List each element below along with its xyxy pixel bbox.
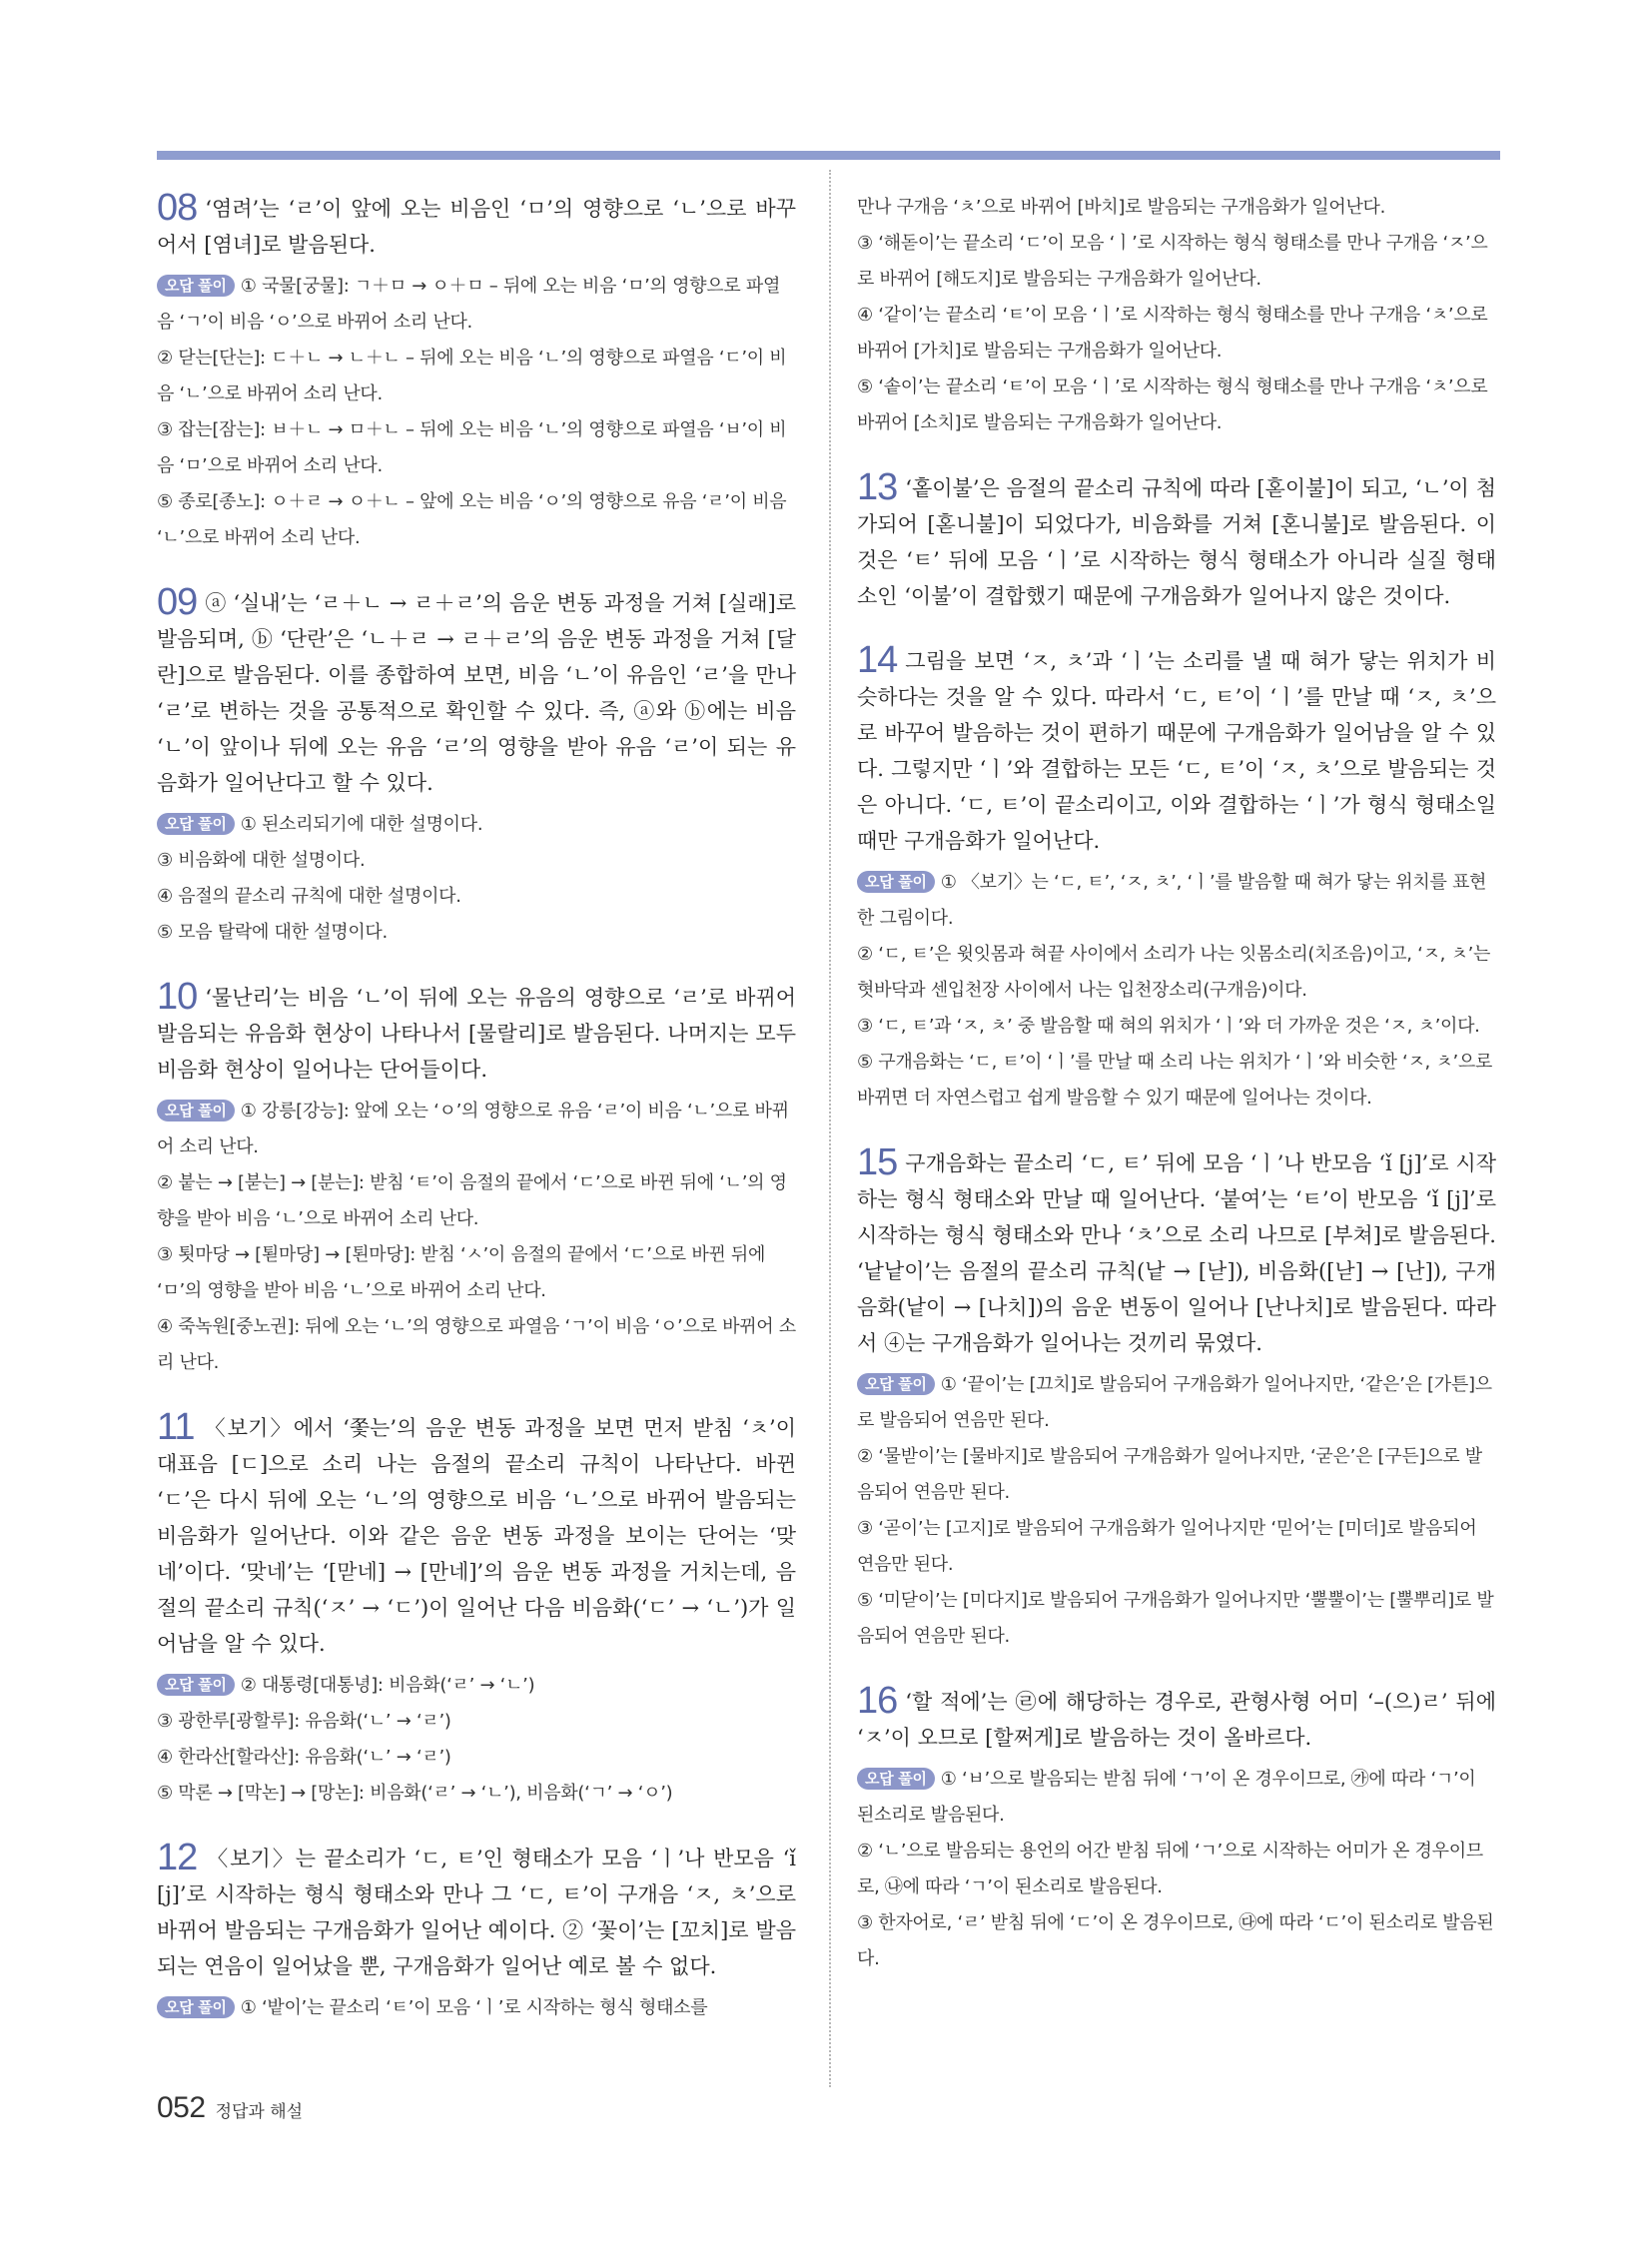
question-number: 09 <box>157 581 198 623</box>
right-column <box>857 190 1496 2005</box>
note-line: ⑤ 구개음화는 ‘ㄷ, ㅌ’이 ‘ㅣ’를 만날 때 소리 나는 위치가 ‘ㅣ’와 비슷한 ‘ㅈ, ㅊ’으로 바뀌면 더 자연스럽고 쉽게 발음할 수 있기 때문에 일어나는 것이다. <box>857 1052 1493 1109</box>
note-line: ⑤ 모음 탈락에 대한 설명이다. <box>157 922 388 943</box>
question-number: 16 <box>857 1680 898 1722</box>
note-line: ⑤ ‘솥이’는 끝소리 ‘ㅌ’이 모음 ‘ㅣ’로 시작하는 형식 형태소를 만나 구개음 ‘ㅊ’으로 바뀌어 [소치]로 발음되는 구개음화가 일어난다. <box>857 376 1488 433</box>
note-line: ③ ‘해돋이’는 끝소리 ‘ㄷ’이 모음 ‘ㅣ’로 시작하는 형식 형태소를 만나 구개음 ‘ㅈ’으로 바뀌어 [해도지]로 발음되는 구개음화가 일어난다. <box>857 233 1488 290</box>
note-line: ④ 한라산[할라산]: 유음화(‘ㄴ’ → ‘ㄹ’) <box>157 1747 451 1768</box>
page-number: 052 <box>157 2091 206 2124</box>
question-09 <box>157 581 796 951</box>
question-explanation: 그림을 보면 ‘ㅈ, ㅊ’과 ‘ㅣ’는 소리를 낼 때 혀가 닿는 위치가 비슷하다는 것을 알 수 있다. 따라서 ‘ㄷ, ㅌ’이 ‘ㅣ’를 만날 때 ‘ㅈ, ㅊ’으로 바꾸어 발음하는 것이 편하기 때문에 구개음화가 일어남을 알 수 있다. 그렇지만 ‘ㅣ’와 결합하는 모든 ‘ㄷ, ㅌ’이 ‘ㅈ, ㅊ’으로 발음되는 것은 아니다. ‘ㄷ, ㅌ’이 끝소리이고, 이와 결합하는 ‘ㅣ’가 형식 형태소일 때만 구개음화가 일어난다. <box>857 649 1496 853</box>
note-line: ② ‘물받이’는 [물바지]로 발음되어 구개음화가 일어나지만, ‘굳은’은 [구든]으로 발음되어 연음만 된다. <box>857 1446 1482 1503</box>
wrong-answer-badge: 오답 풀이 <box>857 1768 935 1790</box>
question-number: 14 <box>857 639 898 681</box>
wrong-answer-notes <box>157 1990 796 2026</box>
note-line: ③ ‘곧이’는 [고지]로 발음되어 구개음화가 일어나지만 ‘믿어’는 [미더]로 발음되어 연음만 된다. <box>857 1518 1477 1575</box>
wrong-answer-badge: 오답 풀이 <box>157 1674 235 1696</box>
question-number: 15 <box>857 1141 898 1183</box>
note-line: ③ ‘ㄷ, ㅌ’과 ‘ㅈ, ㅊ’ 중 발음할 때 혀의 위치가 ‘ㅣ’와 더 가까운 것은 ‘ㅈ, ㅊ’이다. <box>857 1016 1480 1037</box>
wrong-answer-notes <box>157 1094 796 1381</box>
left-column <box>157 187 796 2054</box>
question-explanation: ⓐ ‘실내’는 ‘ㄹ＋ㄴ → ㄹ＋ㄹ’의 음운 변동 과정을 거쳐 [실래]로 발음되며, ⓑ ‘단란’은 ‘ㄴ＋ㄹ → ㄹ＋ㄹ’의 음운 변동 과정을 거쳐 [달란]으로 발음된다. 이를 종합하여 보면, 비음 ‘ㄴ’이 유음인 ‘ㄹ’을 만나 ‘ㄹ’로 변하는 것을 공통적으로 확인할 수 있다. 즉, ⓐ와 ⓑ에는 비음 ‘ㄴ’이 앞이나 뒤에 오는 유음 ‘ㄹ’의 영향을 받아 유음 ‘ㄹ’이 되는 유음화가 일어난다고 할 수 있다. <box>157 591 796 795</box>
note-line: ① ‘밭이’는 끝소리 ‘ㅌ’이 모음 ‘ㅣ’로 시작하는 형식 형태소를 <box>240 1997 708 2018</box>
column-divider <box>829 170 831 2087</box>
note-line: ④ ‘같이’는 끝소리 ‘ㅌ’이 모음 ‘ㅣ’로 시작하는 형식 형태소를 만나 구개음 ‘ㅊ’으로 바뀌어 [가치]로 발음되는 구개음화가 일어난다. <box>857 305 1488 362</box>
question-explanation: ‘염려’는 ‘ㄹ’이 앞에 오는 비음인 ‘ㅁ’의 영향으로 ‘ㄴ’으로 바꾸어서 [염녀]로 발음된다. <box>157 197 796 257</box>
footer-section-label: 정답과 해설 <box>215 2102 304 2122</box>
question-10 <box>157 976 796 1381</box>
question-11 <box>157 1406 796 1812</box>
note-line: ⑤ 종로[종노]: ㅇ＋ㄹ → ㅇ＋ㄴ – 앞에 오는 비음 ‘ㅇ’의 영향으로 유음 ‘ㄹ’이 비음 ‘ㄴ’으로 바뀌어 소리 난다. <box>157 491 787 548</box>
note-line: ② 대통령[대통녕]: 비음화(‘ㄹ’ → ‘ㄴ’) <box>240 1675 535 1696</box>
note-line: ① 〈보기〉는 ‘ㄷ, ㅌ’, ‘ㅈ, ㅊ’, ‘ㅣ’를 발음할 때 혀가 닿는 위치를 표현한 그림이다. <box>857 872 1487 929</box>
question-explanation: 구개음화는 끝소리 ‘ㄷ, ㅌ’ 뒤에 모음 ‘ㅣ’나 반모음 ‘ǐ [j]’로 시작하는 형식 형태소와 만날 때 일어난다. ‘붙여’는 ‘ㅌ’이 반모음 ‘ǐ [j]’로 시작하는 형식 형태소와 만나 ‘ㅊ’으로 소리 나므로 [부쳐]로 발음된다. ‘낱낱이’는 음절의 끝소리 규칙(낱 → [낟]), 비음화([낟] → [난]), 구개음화(낱이 → [나치])의 음운 변동이 일어나 [난나치]로 발음된다. 따라서 ④는 구개음화가 일어나는 것끼리 묶였다. <box>857 1151 1496 1355</box>
page-footer <box>157 2091 303 2131</box>
question-number: 08 <box>157 187 198 229</box>
wrong-answer-badge: 오답 풀이 <box>157 275 235 297</box>
note-line: ② ‘ㄷ, ㅌ’은 윗잇몸과 혀끝 사이에서 소리가 나는 잇몸소리(치조음)이고, ‘ㅈ, ㅊ’는 혓바닥과 센입천장 사이에서 나는 입천장소리(구개음)이다. <box>857 944 1491 1001</box>
note-line: ③ 비음화에 대한 설명이다. <box>157 850 366 871</box>
note-line: ① ‘끝이’는 [끄치]로 발음되어 구개음화가 일어나지만, ‘같은’은 [가튼]으로 발음되어 연음만 된다. <box>857 1374 1492 1431</box>
wrong-answer-notes <box>857 190 1496 441</box>
question-number: 12 <box>157 1837 198 1878</box>
note-line: ① 강릉[강능]: 앞에 오는 ‘ㅇ’의 영향으로 유음 ‘ㄹ’이 비음 ‘ㄴ’으로 바뀌어 소리 난다. <box>157 1101 789 1157</box>
question-number: 11 <box>157 1406 195 1448</box>
question-13 <box>857 466 1496 614</box>
note-line: ③ 한자어로, ‘ㄹ’ 받침 뒤에 ‘ㄷ’이 온 경우이므로, ㉰에 따라 ‘ㄷ’이 된소리로 발음된다. <box>857 1912 1494 1969</box>
wrong-answer-notes <box>157 1668 796 1812</box>
note-line: ② 붙는 → [붇는] → [분는]: 받침 ‘ㅌ’이 음절의 끝에서 ‘ㄷ’으로 바뀐 뒤에 ‘ㄴ’의 영향을 받아 비음 ‘ㄴ’으로 바뀌어 소리 난다. <box>157 1172 787 1229</box>
question-16 <box>857 1680 1496 1977</box>
question-12-continued <box>857 190 1496 441</box>
wrong-answer-badge: 오답 풀이 <box>157 1996 235 2018</box>
wrong-answer-badge: 오답 풀이 <box>857 871 935 893</box>
note-line: ① 된소리되기에 대한 설명이다. <box>240 814 483 835</box>
wrong-answer-notes <box>857 865 1496 1117</box>
header-accent-bar <box>157 151 1500 160</box>
wrong-answer-badge: 오답 풀이 <box>857 1373 935 1395</box>
wrong-answer-notes <box>157 807 796 951</box>
note-line: ④ 음절의 끝소리 규칙에 대한 설명이다. <box>157 886 461 907</box>
note-line: ⑤ 막론 → [막논] → [망논]: 비음화(‘ㄹ’ → ‘ㄴ’), 비음화(‘ㄱ’ → ‘ㅇ’) <box>157 1783 673 1804</box>
wrong-answer-notes <box>857 1762 1496 1977</box>
question-explanation: ‘물난리’는 비음 ‘ㄴ’이 뒤에 오는 유음의 영향으로 ‘ㄹ’로 바뀌어 발음되는 유음화 현상이 나타나서 [물랄리]로 발음된다. 나머지는 모두 비음화 현상이 일어나는 단어들이다. <box>157 986 796 1082</box>
question-explanation: 〈보기〉에서 ‘쫓는’의 음운 변동 과정을 보면 먼저 받침 ‘ㅊ’이 대표음 [ㄷ]으로 소리 나는 음절의 끝소리 규칙이 나타난다. 바뀐 ‘ㄷ’은 다시 뒤에 오는 ‘ㄴ’의 영향으로 비음 ‘ㄴ’으로 바뀌어 발음되는 비음화가 일어난다. 이와 같은 음운 변동 과정을 보이는 단어는 ‘맞네’이다. ‘맞네’는 ‘[맏네] → [만네]’의 음운 변동 과정을 거치는데, 음절의 끝소리 규칙(‘ㅈ’ → ‘ㄷ’)이 일어난 다음 비음화(‘ㄷ’ → ‘ㄴ’)가 일어남을 알 수 있다. <box>157 1416 796 1656</box>
note-line: ① 국물[궁물]: ㄱ＋ㅁ → ㅇ＋ㅁ – 뒤에 오는 비음 ‘ㅁ’의 영향으로 파열음 ‘ㄱ’이 비음 ‘ㅇ’으로 바뀌어 소리 난다. <box>157 276 781 333</box>
note-line: ③ 잡는[잠는]: ㅂ＋ㄴ → ㅁ＋ㄴ – 뒤에 오는 비음 ‘ㄴ’의 영향으로 파열음 ‘ㅂ’이 비음 ‘ㅁ’으로 바뀌어 소리 난다. <box>157 419 787 476</box>
note-line: 만나 구개음 ‘ㅊ’으로 바뀌어 [바치]로 발음되는 구개음화가 일어난다. <box>857 197 1386 218</box>
question-number: 10 <box>157 976 198 1018</box>
wrong-answer-badge: 오답 풀이 <box>157 813 235 835</box>
question-08 <box>157 187 796 556</box>
note-line: ② 닫는[단는]: ㄷ＋ㄴ → ㄴ＋ㄴ – 뒤에 오는 비음 ‘ㄴ’의 영향으로 파열음 ‘ㄷ’이 비음 ‘ㄴ’으로 바뀌어 소리 난다. <box>157 348 787 404</box>
question-15 <box>857 1141 1496 1655</box>
note-line: ③ 툇마당 → [퇻마당] → [퇸마당]: 받침 ‘ㅅ’이 음절의 끝에서 ‘ㄷ’으로 바뀐 뒤에 ‘ㅁ’의 영향을 받아 비음 ‘ㄴ’으로 바뀌어 소리 난다. <box>157 1244 766 1301</box>
note-line: ② ‘ㄴ’으로 발음되는 용언의 어간 받침 뒤에 ‘ㄱ’으로 시작하는 어미가 온 경우이므로, ㉯에 따라 ‘ㄱ’이 된소리로 발음된다. <box>857 1841 1483 1897</box>
note-line: ③ 광한루[광할루]: 유음화(‘ㄴ’ → ‘ㄹ’) <box>157 1711 451 1732</box>
question-14 <box>857 639 1496 1117</box>
question-number: 13 <box>857 466 898 508</box>
note-line: ④ 죽녹원[중노권]: 뒤에 오는 ‘ㄴ’의 영향으로 파열음 ‘ㄱ’이 비음 ‘ㅇ’으로 바뀌어 소리 난다. <box>157 1316 796 1373</box>
note-line: ① ‘ㅂ’으로 발음되는 받침 뒤에 ‘ㄱ’이 온 경우이므로, ㉮에 따라 ‘ㄱ’이 된소리로 발음된다. <box>857 1769 1476 1826</box>
question-explanation: ‘홑이불’은 음절의 끝소리 규칙에 따라 [혿이불]이 되고, ‘ㄴ’이 첨가되어 [혿니불]이 되었다가, 비음화를 거쳐 [혼니불]로 발음된다. 이것은 ‘ㅌ’ 뒤에 모음 ‘ㅣ’로 시작하는 형식 형태소가 아니라 실질 형태소인 ‘이불’이 결합했기 때문에 구개음화가 일어나지 않은 것이다. <box>857 476 1496 608</box>
question-explanation: ‘할 적에’는 ㉣에 해당하는 경우로, 관형사형 어미 ‘–(으)ㄹ’ 뒤에 ‘ㅈ’이 오므로 [할쩌게]로 발음하는 것이 올바르다. <box>857 1690 1496 1750</box>
question-explanation: 〈보기〉는 끝소리가 ‘ㄷ, ㅌ’인 형태소가 모음 ‘ㅣ’나 반모음 ‘ǐ [j]’로 시작하는 형식 형태소와 만나 그 ‘ㄷ, ㅌ’이 구개음 ‘ㅈ, ㅊ’으로 바뀌어 발음되는 구개음화가 일어난 예이다. ② ‘꽃이’는 [꼬치]로 발음되는 연음이 일어났을 뿐, 구개음화가 일어난 예로 볼 수 없다. <box>157 1847 796 1978</box>
wrong-answer-notes <box>157 269 796 556</box>
question-12 <box>157 1837 796 2026</box>
wrong-answer-badge: 오답 풀이 <box>157 1100 235 1121</box>
note-line: ⑤ ‘미닫이’는 [미다지]로 발음되어 구개음화가 일어나지만 ‘뿔뿔이’는 [뿔뿌리]로 발음되어 연음만 된다. <box>857 1590 1494 1647</box>
wrong-answer-notes <box>857 1367 1496 1655</box>
